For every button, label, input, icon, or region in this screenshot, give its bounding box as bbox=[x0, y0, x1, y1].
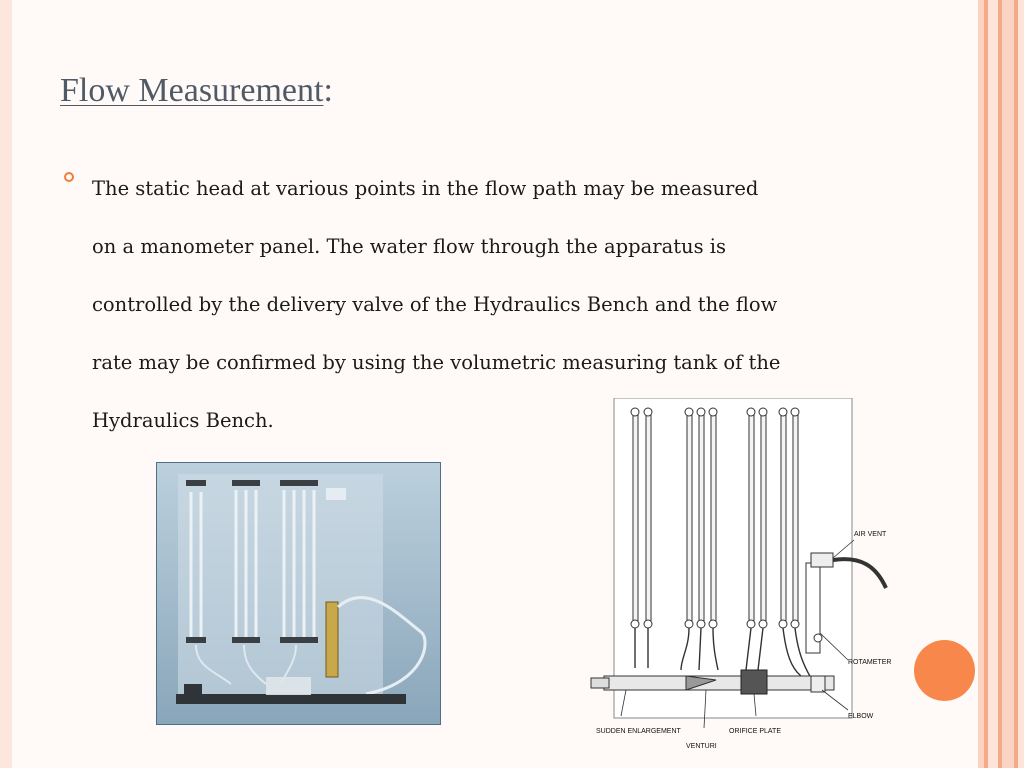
label-sudden-enlargement: SUDDEN ENLARGEMENT bbox=[596, 728, 681, 735]
label-rotameter: ROTAMETER bbox=[848, 659, 892, 666]
paragraph-line: rate may be confirmed by using the volumetric measuring tank of the bbox=[92, 351, 781, 374]
bullet-icon bbox=[64, 172, 74, 182]
paragraph-line: controlled by the delivery valve of the Hydraulics Bench and the flow bbox=[92, 293, 778, 316]
apparatus-photo bbox=[156, 462, 441, 725]
label-elbow: ELBOW bbox=[848, 713, 874, 720]
label-air-vent: AIR VENT bbox=[854, 531, 887, 538]
paragraph-line: on a manometer panel. The water flow through the apparatus is bbox=[92, 235, 727, 258]
paragraph-line: The static head at various points in the flow path may be measured bbox=[92, 177, 759, 200]
label-venturi: VENTURI bbox=[686, 743, 717, 750]
paragraph-line: Hydraulics Bench. bbox=[92, 409, 274, 432]
decorative-circle bbox=[914, 640, 975, 701]
apparatus-diagram bbox=[586, 398, 906, 753]
slide-title-colon: : bbox=[323, 72, 333, 109]
slide-title-text: Flow Measurement bbox=[60, 72, 324, 109]
label-orifice-plate: ORIFICE PLATE bbox=[729, 728, 781, 735]
slide-title bbox=[60, 72, 333, 110]
decorative-stripes bbox=[978, 0, 1024, 768]
